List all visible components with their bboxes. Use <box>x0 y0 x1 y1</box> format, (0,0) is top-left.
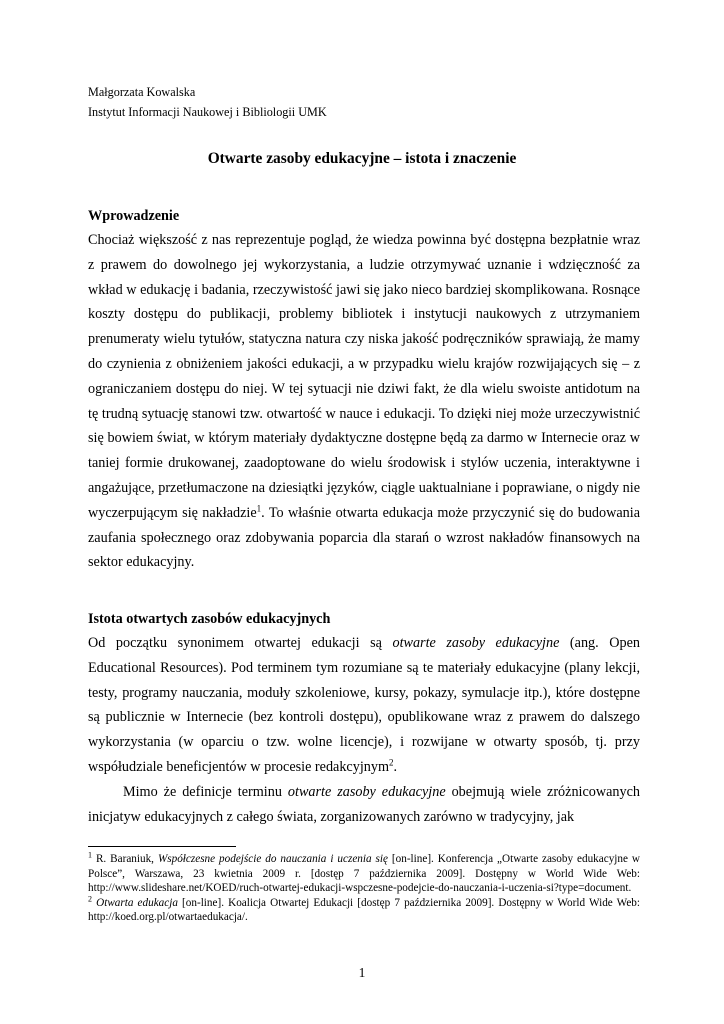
footnote-text: R. Baraniuk, <box>92 853 158 865</box>
paragraph-text: . <box>393 758 398 775</box>
footnote-text: [on-line]. Konferencja „Otwarte zasoby edukacyjne w Polsce”, Warszawa, 23 kwietnia 2009 r. [dostęp 7 października 2009]. Dostępny w World Wide Web: http://www.slideshare.net/KOED/ruch-otwartej-edukacji-wspczesne-podejcie-do-nauczania-i-uczenia-si?type=document. <box>88 853 640 895</box>
author-institution: Instytut Informacji Naukowej i Bibliologii UMK <box>88 105 327 119</box>
section-essence <box>88 609 640 829</box>
paragraph-text: . To właśnie otwarta edukacja może przyczynić się do budowania zaufania społecznego oraz zdobywania poparcia dla starań o wzrost nakładów finansowych na sektor edukacyjny. <box>88 504 640 571</box>
footnote <box>88 896 640 925</box>
paragraph-text: obejmują wiele zróżnicowanych inicjatyw edukacyjnych z całego świata, zorganizowanych zarówno w tradycyjny, jak <box>88 783 640 825</box>
footnote-italic: Współczesne podejście do nauczania i uczenia się <box>157 853 388 865</box>
paragraph-text: Od początku synonimem otwartej edukacji są <box>88 635 393 651</box>
footnote-text: [on-line]. Koalicja Otwartej Edukacji [dostęp 7 października 2009]. Dostępny w World Wide Web: http://koed.org.pl/otwartaedukacja/. <box>88 896 640 924</box>
footnote-divider <box>88 846 236 847</box>
italic-term: otwarte zasoby edukacyjne <box>287 783 446 800</box>
footnotes <box>88 852 640 925</box>
paragraph-text: (ang. Open Educational Resources). Pod terminem tym rozumiane są te materiały edukacyjne (plany lekcji, testy, programy nauczania, moduły szkoleniowe, kursy, pokazy, symulacje itp.), które dostępne są publicznie w Internecie (bez kontroli dostępu), opublikowane wraz z prawem do dalszego wykorzystania (w oparciu o tzw. wolne licencje), i rozwijane w otwarty sposób, tj. przy współudziale beneficjentów w procesie redakcyjnym <box>88 635 640 775</box>
paragraph-text: Mimo że definicje terminu <box>123 783 288 800</box>
author-name: Małgorzata Kowalska <box>88 85 196 99</box>
footnote-mark: 1 <box>88 850 92 860</box>
paragraph <box>88 780 640 830</box>
document-title: Otwarte zasoby edukacyjne – istota i znaczenie <box>207 150 517 167</box>
footnote-ref[interactable]: 1 <box>256 503 262 514</box>
paragraph <box>88 631 640 780</box>
author-block <box>88 82 640 122</box>
section-heading: Istota otwartych zasobów edukacyjnych <box>88 611 331 627</box>
paragraph-text: Chociaż większość z nas reprezentuje pogląd, że wiedza powinna być dostępna bezpłatnie wraz z prawem do dowolnego jej wykorzystania, a ludzie otrzymywać uznanie i wdzięczność za wkład w edukację i badania, rzeczywistość jawi się jako nieco bardziej skomplikowana. Rosnące koszty dostępu do publikacji, problemy bibliotek i instytucji naukowych z utrzymaniem prenumeraty wielu tytułów, statyczna natura czy niska jakość podręczników sprawiają, że mamy do czynienia z obniżeniem jakości edukacji, a w przypadku wielu krajów rozwijających się – z ograniczaniem dostępu do niej. W tej sytuacji nie dziwi fakt, że dla wielu swoiste antidotum na tę trudną sytuację stanowi tzw. otwartość w nauce i edukacji. To dzięki niej może urzeczywistnić się bowiem świat, w którym materiały dydaktyczne dostępne będą za darmo w Internecie oraz w taniej formie drukowanej, zaadoptowane do wielu środowisk i stylów uczenia, interaktywne i angażujące, przetłumaczone na dziesiątki języków, ciągle uaktualniane i poprawiane, o nigdy nie wyczerpującym się nakładzie <box>88 232 640 521</box>
paragraph <box>88 228 640 575</box>
footnote-ref[interactable]: 2 <box>388 757 394 768</box>
footnote-italic: Otwarta edukacja <box>96 896 178 909</box>
section-introduction <box>88 206 640 575</box>
footnote-mark: 2 <box>88 894 92 904</box>
italic-term: otwarte zasoby edukacyjne <box>392 635 560 651</box>
footnote <box>88 852 640 896</box>
section-heading: Wprowadzenie <box>88 208 180 224</box>
page-number: 1 <box>358 965 366 980</box>
